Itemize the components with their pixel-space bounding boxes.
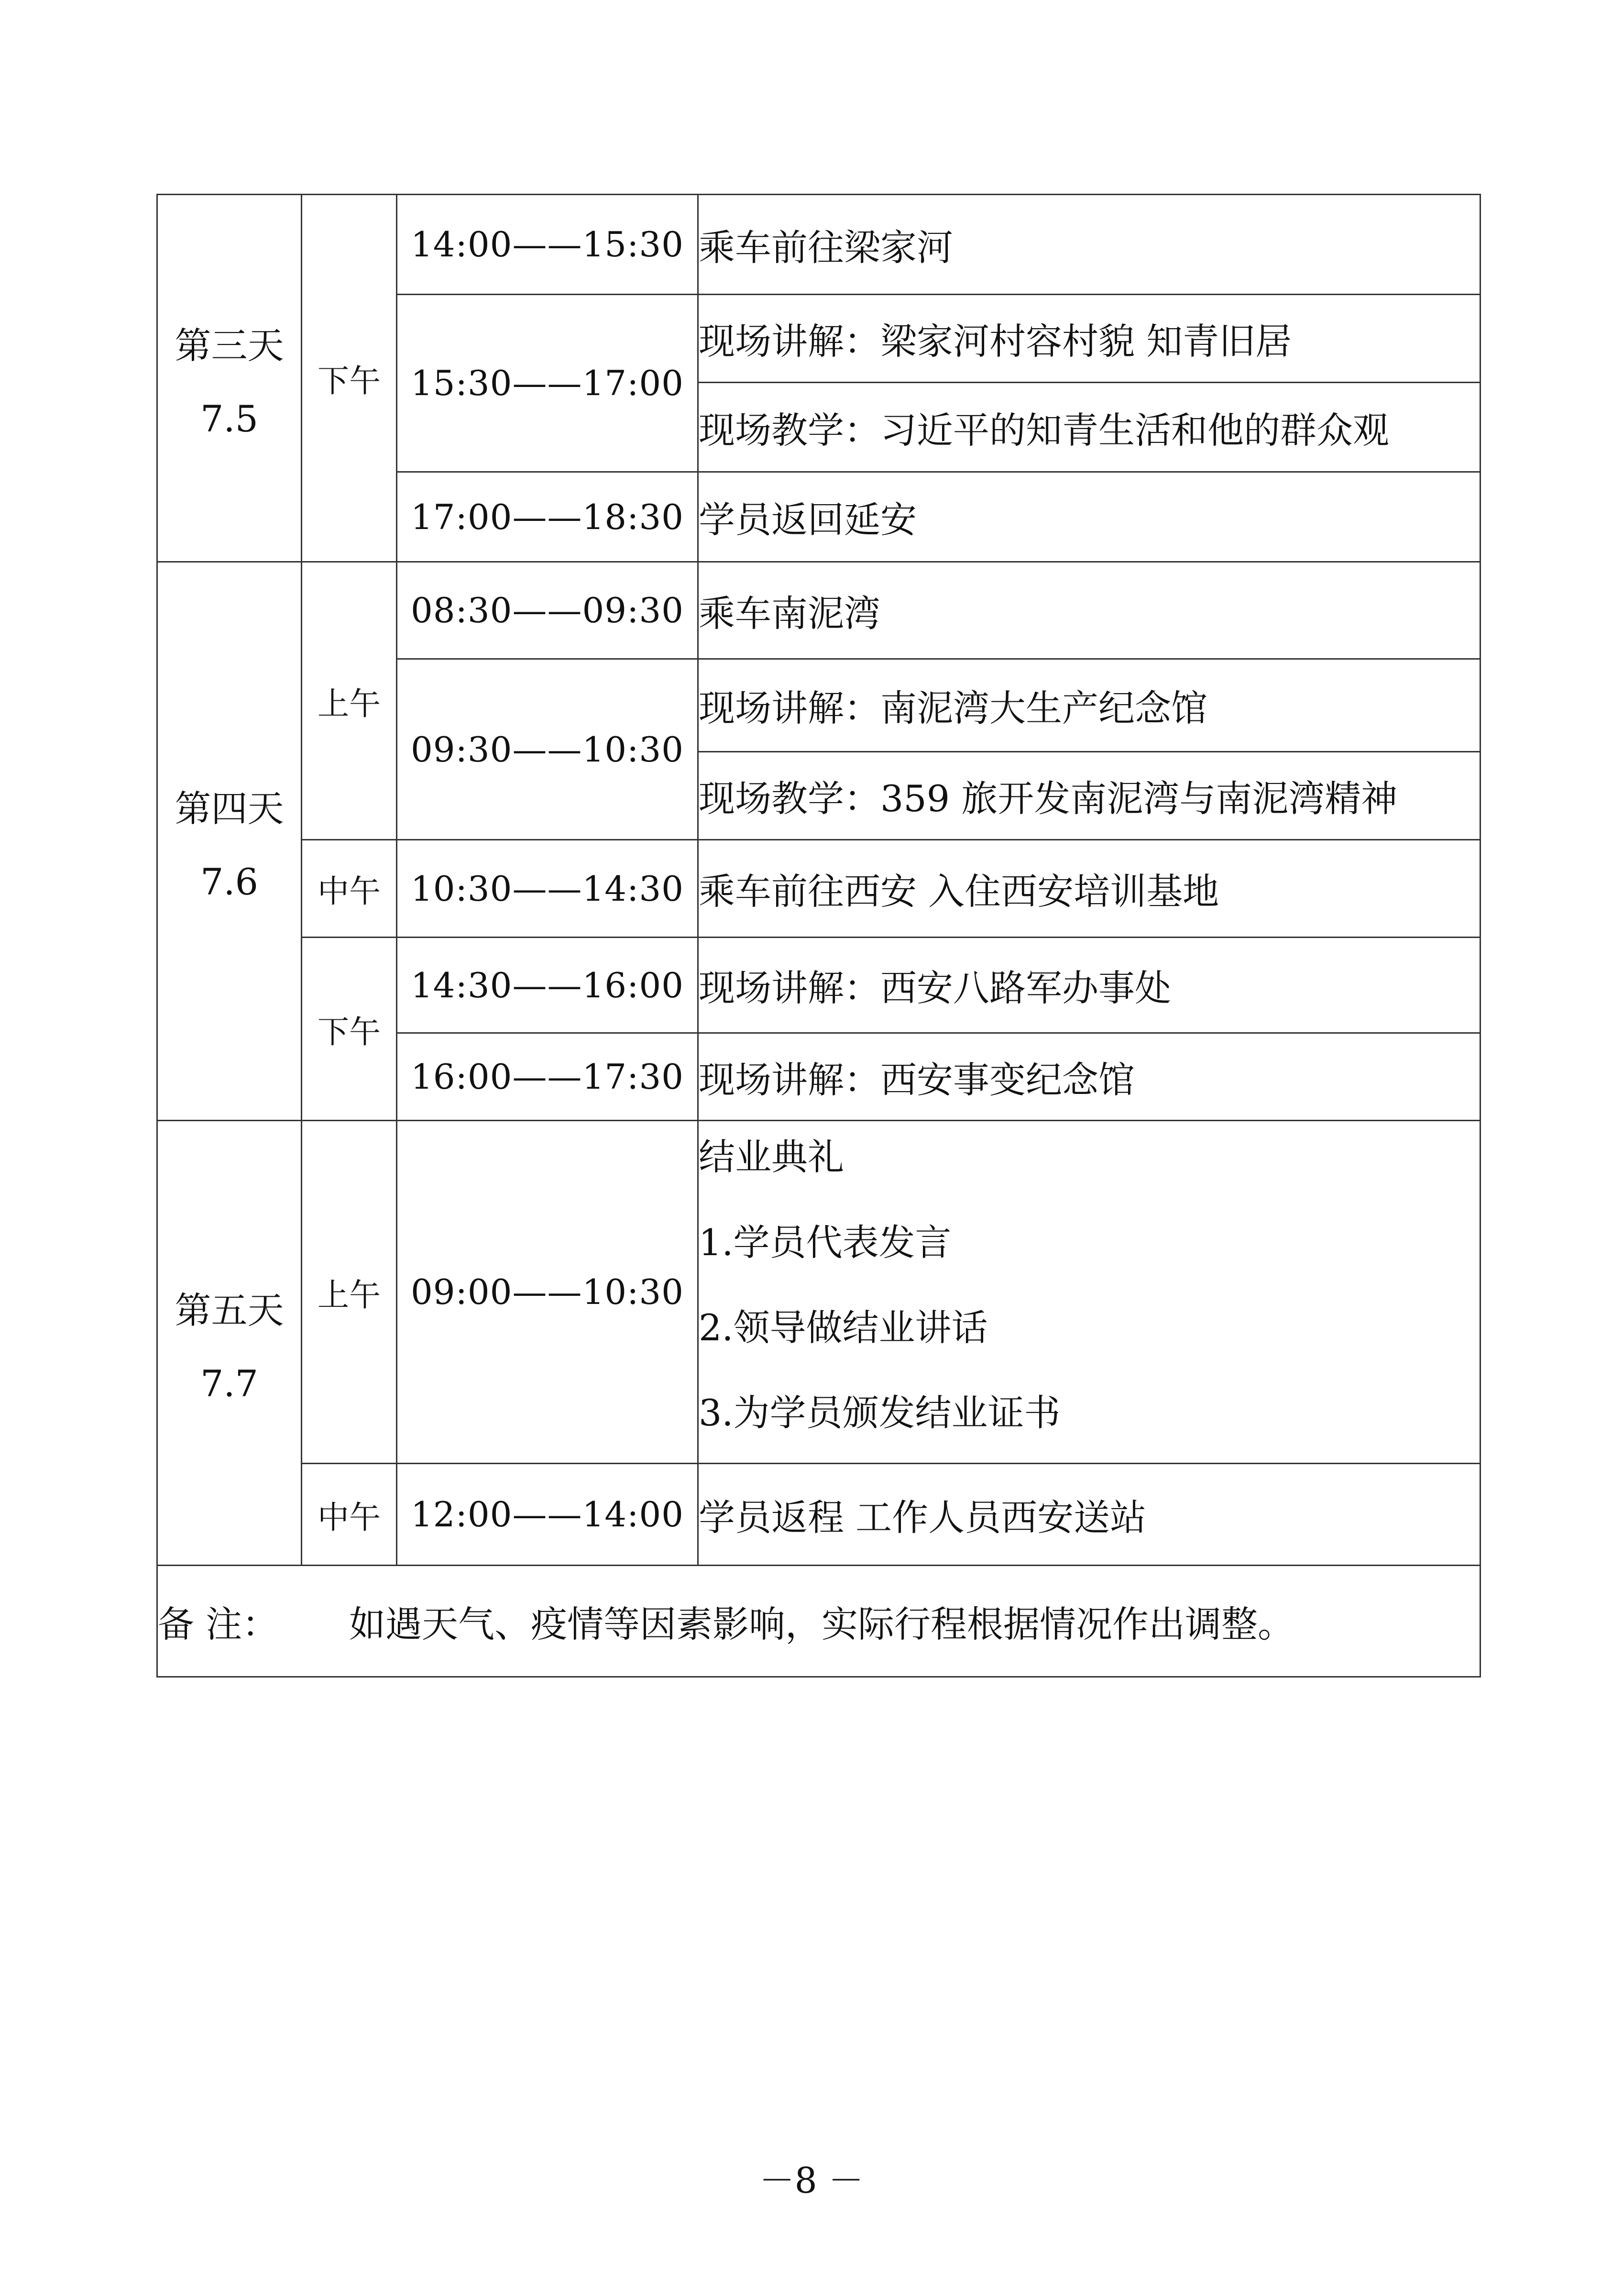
time-cell: 17:00——18:30 [397,472,698,562]
time-cell: 08:30——09:30 [397,562,698,659]
ceremony-item: 2.领导做结业讲话 [699,1306,988,1349]
time-cell: 14:00——15:30 [397,195,698,295]
day-name: 第五天 [175,1289,284,1332]
ceremony-title: 结业典礼 [699,1136,844,1178]
activity-cell: 现场讲解：南泥湾大生产纪念馆 [698,659,1480,752]
activity-cell: 学员返回延安 [698,472,1480,562]
time-cell: 12:00——14:00 [397,1464,698,1566]
day-cell [157,1121,302,1566]
activity-cell: 乘车南泥湾 [698,562,1480,659]
table-row [157,562,1480,659]
table-row [157,840,1480,938]
period-cell: 中午 [302,1464,397,1566]
period-cell: 上午 [302,1121,397,1464]
activity-cell: 乘车前往梁家河 [698,195,1480,295]
time-cell: 09:00——10:30 [397,1121,698,1464]
activity-cell: 现场讲解：梁家河村容村貌 知青旧居 [698,295,1480,383]
period-cell: 上午 [302,562,397,840]
activity-cell: 现场讲解：西安事变纪念馆 [698,1033,1480,1121]
schedule-table [156,194,1481,1678]
table-row [157,1464,1480,1566]
day-date: 7.7 [200,1362,258,1405]
table-row [157,938,1480,1033]
activity-cell: 现场教学：习近平的知青生活和他的群众观 [698,383,1480,472]
remark-cell [157,1566,1480,1677]
table-row [157,1121,1480,1464]
day-name: 第四天 [175,787,284,830]
time-cell: 16:00——17:30 [397,1033,698,1121]
time-cell: 10:30——14:30 [397,840,698,938]
ceremony-item: 3.为学员颁发结业证书 [699,1391,1061,1434]
activity-cell: 现场讲解：西安八路军办事处 [698,938,1480,1033]
activity-cell: 乘车前往西安 入住西安培训基地 [698,840,1480,938]
period-cell: 中午 [302,840,397,938]
day-name: 第三天 [175,324,284,367]
day-date: 7.5 [200,397,258,440]
remark-row [157,1566,1480,1677]
day-date: 7.6 [200,860,258,903]
time-cell: 09:30——10:30 [397,659,698,840]
day-cell [157,562,302,1121]
table-row [157,195,1480,295]
time-cell: 15:30——17:00 [397,295,698,472]
page-number: －8 － [759,2160,864,2201]
period-cell: 下午 [302,938,397,1121]
day-cell [157,195,302,562]
activity-cell: 现场教学：359 旅开发南泥湾与南泥湾精神 [698,752,1480,840]
remark-label: 备 注： [158,1602,279,1645]
time-cell: 14:30——16:00 [397,938,698,1033]
activity-cell [698,1121,1480,1464]
period-cell: 下午 [302,195,397,562]
remark-text: 如遇天气、疫情等因素影响，实际行程根据情况作出调整。 [349,1602,1294,1645]
activity-cell: 学员返程 工作人员西安送站 [698,1464,1480,1566]
ceremony-item: 1.学员代表发言 [699,1221,952,1264]
